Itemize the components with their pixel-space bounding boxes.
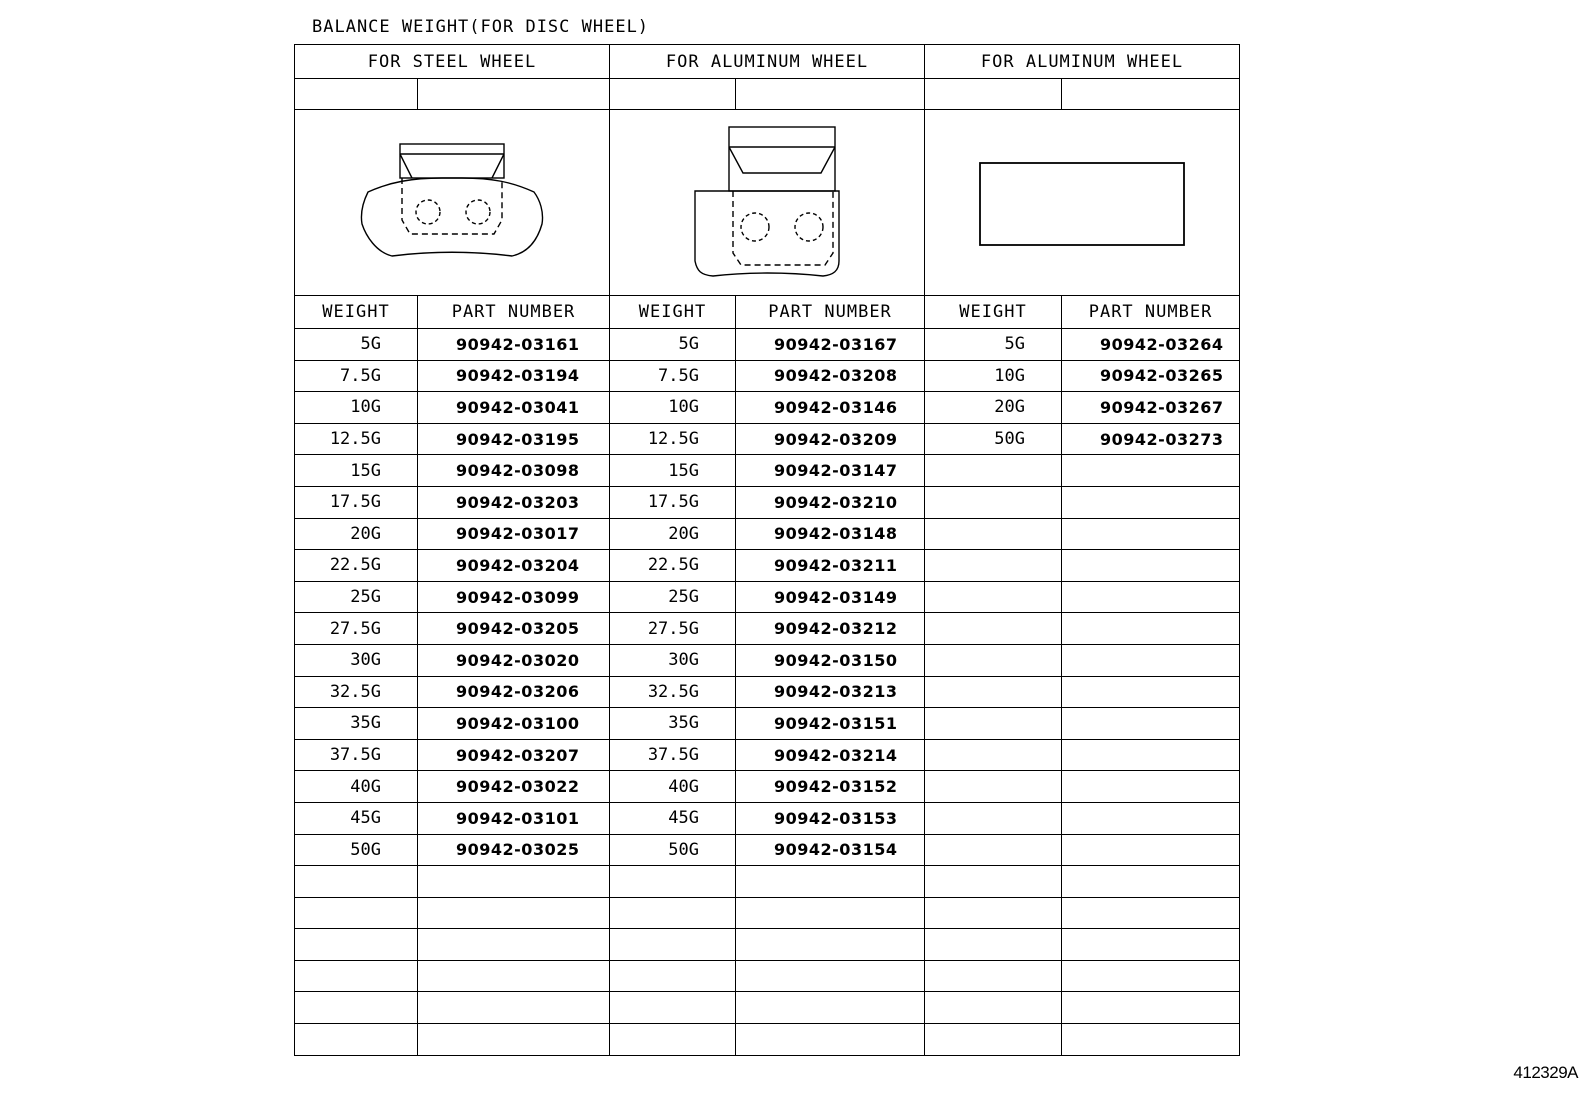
aluminum-wheel-clip-weight-icon: [667, 123, 867, 283]
weight-cell: [610, 866, 736, 898]
part-number-cell: [1062, 550, 1240, 582]
part-number-header: PART NUMBER: [736, 296, 925, 329]
adhesive-weight-icon: [972, 153, 1192, 253]
part-number-cell: [1062, 1024, 1240, 1056]
part-number-cell: 90942-03204: [418, 550, 610, 582]
table-row: [295, 739, 1240, 771]
part-number-cell: 90942-03041: [418, 392, 610, 424]
part-number-cell: [736, 992, 925, 1024]
group-heading-aluminum-adhesive: FOR ALUMINUM WHEEL: [925, 45, 1240, 79]
weight-cell: 22.5G: [610, 550, 736, 582]
part-number-cell: [736, 866, 925, 898]
weight-cell: [925, 960, 1062, 992]
table-row: [295, 708, 1240, 740]
table-row: [295, 929, 1240, 961]
blank-cell: [295, 79, 418, 110]
part-number-cell: [418, 960, 610, 992]
part-number-cell: 90942-03152: [736, 771, 925, 803]
part-number-cell: [1062, 866, 1240, 898]
table-row: [295, 866, 1240, 898]
weight-cell: [925, 739, 1062, 771]
weight-cell: [610, 960, 736, 992]
weight-cell: 20G: [295, 518, 418, 550]
weight-cell: [925, 771, 1062, 803]
weight-cell: [295, 866, 418, 898]
weight-cell: 32.5G: [295, 676, 418, 708]
part-number-cell: [1062, 644, 1240, 676]
weight-cell: [925, 455, 1062, 487]
weight-cell: 12.5G: [610, 423, 736, 455]
weight-cell: [295, 929, 418, 961]
blank-cell: [736, 79, 925, 110]
table-row: [295, 613, 1240, 645]
weight-cell: 12.5G: [295, 423, 418, 455]
table-row: [295, 834, 1240, 866]
part-number-cell: [1062, 676, 1240, 708]
weight-cell: [925, 613, 1062, 645]
part-number-cell: 90942-03098: [418, 455, 610, 487]
part-number-cell: [418, 1024, 610, 1056]
table-row: [295, 581, 1240, 613]
part-number-cell: [1062, 486, 1240, 518]
part-number-cell: 90942-03209: [736, 423, 925, 455]
weight-cell: [610, 992, 736, 1024]
weight-cell: 50G: [925, 423, 1062, 455]
part-number-cell: 90942-03101: [418, 802, 610, 834]
table-row: [295, 486, 1240, 518]
part-number-cell: [1062, 771, 1240, 803]
diagram-code: 412329A: [1513, 1063, 1578, 1082]
table-row: [295, 518, 1240, 550]
aluminum-weight-illustration-cell: [610, 110, 925, 296]
weight-header: WEIGHT: [925, 296, 1062, 329]
part-number-cell: [736, 929, 925, 961]
weight-cell: 20G: [925, 392, 1062, 424]
weight-cell: [925, 866, 1062, 898]
weight-header: WEIGHT: [610, 296, 736, 329]
part-number-cell: 90942-03267: [1062, 392, 1240, 424]
table-row: [295, 644, 1240, 676]
table-row: [295, 802, 1240, 834]
weight-cell: 7.5G: [295, 360, 418, 392]
steel-wheel-clip-weight-icon: [352, 138, 552, 268]
part-number-cell: 90942-03100: [418, 708, 610, 740]
part-number-cell: [418, 929, 610, 961]
weight-cell: [925, 550, 1062, 582]
weight-cell: [925, 897, 1062, 929]
weight-cell: 25G: [610, 581, 736, 613]
balance-weight-table: [294, 44, 1240, 1056]
part-number-header: PART NUMBER: [1062, 296, 1240, 329]
part-number-cell: 90942-03211: [736, 550, 925, 582]
weight-cell: [925, 644, 1062, 676]
part-number-cell: [418, 992, 610, 1024]
part-number-cell: [1062, 739, 1240, 771]
weight-cell: 37.5G: [610, 739, 736, 771]
part-number-cell: [1062, 802, 1240, 834]
weight-cell: 50G: [295, 834, 418, 866]
part-number-cell: 90942-03195: [418, 423, 610, 455]
weight-cell: [925, 676, 1062, 708]
weight-cell: 15G: [295, 455, 418, 487]
part-number-cell: 90942-03153: [736, 802, 925, 834]
part-number-cell: [1062, 581, 1240, 613]
table-row: [295, 392, 1240, 424]
weight-cell: [925, 802, 1062, 834]
part-number-cell: 90942-03205: [418, 613, 610, 645]
weight-cell: [925, 708, 1062, 740]
weight-cell: [925, 929, 1062, 961]
table-row: [295, 1024, 1240, 1056]
weight-cell: 32.5G: [610, 676, 736, 708]
part-number-cell: [1062, 708, 1240, 740]
part-number-cell: 90942-03020: [418, 644, 610, 676]
part-number-cell: 90942-03099: [418, 581, 610, 613]
weight-cell: 17.5G: [295, 486, 418, 518]
weight-cell: 15G: [610, 455, 736, 487]
part-number-cell: 90942-03147: [736, 455, 925, 487]
part-number-cell: [1062, 929, 1240, 961]
weight-cell: [925, 581, 1062, 613]
table-row: [295, 897, 1240, 929]
part-number-cell: 90942-03212: [736, 613, 925, 645]
group-heading-steel: FOR STEEL WHEEL: [295, 45, 610, 79]
table-row: [295, 992, 1240, 1024]
part-number-cell: [736, 897, 925, 929]
table-row: [295, 360, 1240, 392]
weight-cell: 27.5G: [295, 613, 418, 645]
weight-cell: 37.5G: [295, 739, 418, 771]
weight-cell: 20G: [610, 518, 736, 550]
part-number-cell: 90942-03213: [736, 676, 925, 708]
weight-cell: 17.5G: [610, 486, 736, 518]
weight-cell: 35G: [295, 708, 418, 740]
part-number-cell: 90942-03161: [418, 329, 610, 361]
weight-cell: 35G: [610, 708, 736, 740]
part-number-cell: 90942-03151: [736, 708, 925, 740]
part-number-cell: [1062, 897, 1240, 929]
weight-cell: 27.5G: [610, 613, 736, 645]
blank-cell: [1062, 79, 1240, 110]
weight-cell: 25G: [295, 581, 418, 613]
part-number-cell: [1062, 455, 1240, 487]
weight-cell: 50G: [610, 834, 736, 866]
weight-cell: [925, 992, 1062, 1024]
part-number-cell: [418, 866, 610, 898]
part-number-cell: 90942-03208: [736, 360, 925, 392]
part-number-cell: [1062, 834, 1240, 866]
blank-cell: [610, 79, 736, 110]
adhesive-weight-illustration-cell: [925, 110, 1240, 296]
page-title: BALANCE WEIGHT(FOR DISC WHEEL): [312, 17, 650, 37]
weight-cell: [610, 1024, 736, 1056]
weight-cell: [925, 1024, 1062, 1056]
weight-cell: 30G: [610, 644, 736, 676]
part-number-cell: 90942-03273: [1062, 423, 1240, 455]
part-number-cell: 90942-03265: [1062, 360, 1240, 392]
part-number-cell: 90942-03022: [418, 771, 610, 803]
part-number-cell: 90942-03017: [418, 518, 610, 550]
blank-cell: [925, 79, 1062, 110]
weight-cell: 5G: [610, 329, 736, 361]
weight-cell: 10G: [925, 360, 1062, 392]
weight-cell: 5G: [295, 329, 418, 361]
part-number-cell: 90942-03167: [736, 329, 925, 361]
weight-cell: 10G: [295, 392, 418, 424]
weight-cell: [925, 486, 1062, 518]
table-row: [295, 550, 1240, 582]
part-number-cell: [1062, 960, 1240, 992]
part-number-cell: 90942-03148: [736, 518, 925, 550]
part-number-cell: 90942-03154: [736, 834, 925, 866]
weight-cell: 22.5G: [295, 550, 418, 582]
part-number-cell: [1062, 613, 1240, 645]
table-row: [295, 455, 1240, 487]
part-number-cell: 90942-03206: [418, 676, 610, 708]
part-number-cell: [1062, 992, 1240, 1024]
part-number-cell: 90942-03025: [418, 834, 610, 866]
part-number-cell: [736, 1024, 925, 1056]
part-number-cell: 90942-03264: [1062, 329, 1240, 361]
table-row: [295, 771, 1240, 803]
part-number-cell: 90942-03150: [736, 644, 925, 676]
weight-cell: [925, 834, 1062, 866]
table-row: [295, 423, 1240, 455]
part-number-cell: [418, 897, 610, 929]
group-heading-aluminum: FOR ALUMINUM WHEEL: [610, 45, 925, 79]
part-number-cell: 90942-03149: [736, 581, 925, 613]
weight-cell: 45G: [610, 802, 736, 834]
steel-weight-illustration-cell: [295, 110, 610, 296]
part-number-cell: 90942-03194: [418, 360, 610, 392]
part-number-cell: 90942-03146: [736, 392, 925, 424]
weight-cell: 40G: [295, 771, 418, 803]
part-number-cell: [1062, 518, 1240, 550]
part-number-cell: 90942-03210: [736, 486, 925, 518]
part-number-cell: 90942-03203: [418, 486, 610, 518]
weight-cell: 30G: [295, 644, 418, 676]
weight-cell: 40G: [610, 771, 736, 803]
weight-cell: [925, 518, 1062, 550]
table-row: [295, 960, 1240, 992]
part-number-cell: 90942-03207: [418, 739, 610, 771]
weight-cell: [295, 992, 418, 1024]
weight-cell: [610, 897, 736, 929]
table-row: [295, 329, 1240, 361]
weight-cell: [295, 960, 418, 992]
weight-cell: 10G: [610, 392, 736, 424]
weight-header: WEIGHT: [295, 296, 418, 329]
part-number-cell: 90942-03214: [736, 739, 925, 771]
weight-cell: [295, 1024, 418, 1056]
weight-cell: 7.5G: [610, 360, 736, 392]
part-number-header: PART NUMBER: [418, 296, 610, 329]
weight-cell: 5G: [925, 329, 1062, 361]
part-number-cell: [736, 960, 925, 992]
weight-cell: [610, 929, 736, 961]
weight-cell: [295, 897, 418, 929]
blank-cell: [418, 79, 610, 110]
weight-cell: 45G: [295, 802, 418, 834]
table-row: [295, 676, 1240, 708]
